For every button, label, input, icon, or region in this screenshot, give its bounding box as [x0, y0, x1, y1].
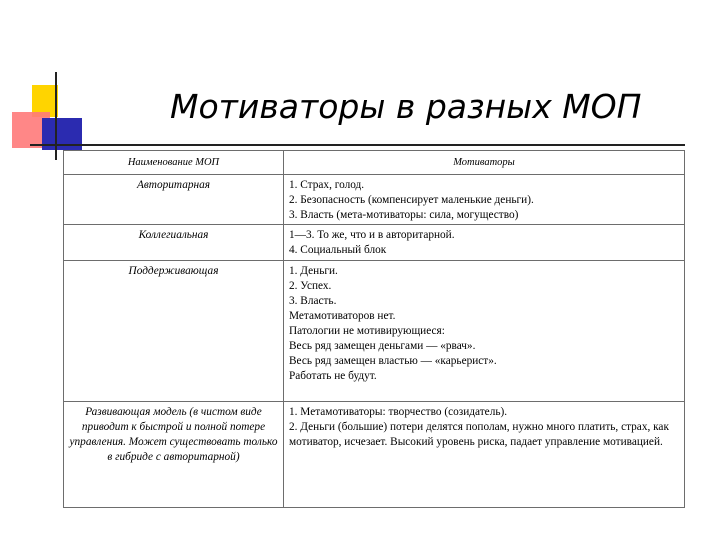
slide-title: Мотиваторы в разных МОП [170, 87, 642, 126]
mop-name-cell: Развивающая модель (в чистом виде приводит к быстрой и полной потере управления. Может существовать только в гибриде с авторитарной) [64, 402, 284, 508]
motivators-cell [284, 225, 685, 261]
motivator-line: Весь ряд замещен деньгами — «рвач». [289, 340, 476, 352]
motivator-line: 3. Власть (мета-мотиваторы: сила, могущество) [289, 209, 519, 221]
motivator-line: 1. Страх, голод. [289, 179, 365, 191]
motivators-cell [284, 175, 685, 225]
motivator-line: 2. Успех. [289, 280, 332, 292]
mop-name-cell: Поддерживающая [64, 261, 284, 402]
header-mop-name: Наименование МОП [64, 151, 284, 175]
motivator-line: Работать не будут. [289, 370, 377, 382]
decor-vertical-line [55, 72, 57, 160]
motivator-line: 3. Власть. [289, 295, 337, 307]
motivator-line: 2. Деньги (большие) потери делятся пополам, нужно много платить, страх, как мотиватор, исчезает. Высокий уровень риска, падает управление мотивацией. [289, 421, 669, 448]
table-row [64, 261, 685, 402]
decor-horizontal-line [30, 144, 685, 146]
motivators-cell [284, 261, 685, 402]
motivator-line: 1. Метамотиваторы: творчество (созидатель). [289, 406, 508, 418]
mop-name-cell: Коллегиальная [64, 225, 284, 261]
motivator-line: 1—3. То же, что и в авторитарной. [289, 229, 455, 241]
table-row [64, 225, 685, 261]
motivator-line: 1. Деньги. [289, 265, 338, 277]
table-row [64, 175, 685, 225]
motivator-line: Метамотиваторов нет. [289, 310, 396, 322]
motivator-line: Патологии не мотивирующиеся: [289, 325, 445, 337]
table-header-row [64, 151, 685, 175]
motivator-line: Весь ряд замещен властью — «карьерист». [289, 355, 497, 367]
motivators-cell [284, 402, 685, 508]
motivators-table [63, 150, 685, 508]
mop-name-cell: Авторитарная [64, 175, 284, 225]
motivator-line: 2. Безопасность (компенсирует маленькие деньги). [289, 194, 534, 206]
header-motivators: Мотиваторы [284, 151, 685, 175]
motivator-line: 4. Социальный блок [289, 244, 387, 256]
table-row [64, 402, 685, 508]
